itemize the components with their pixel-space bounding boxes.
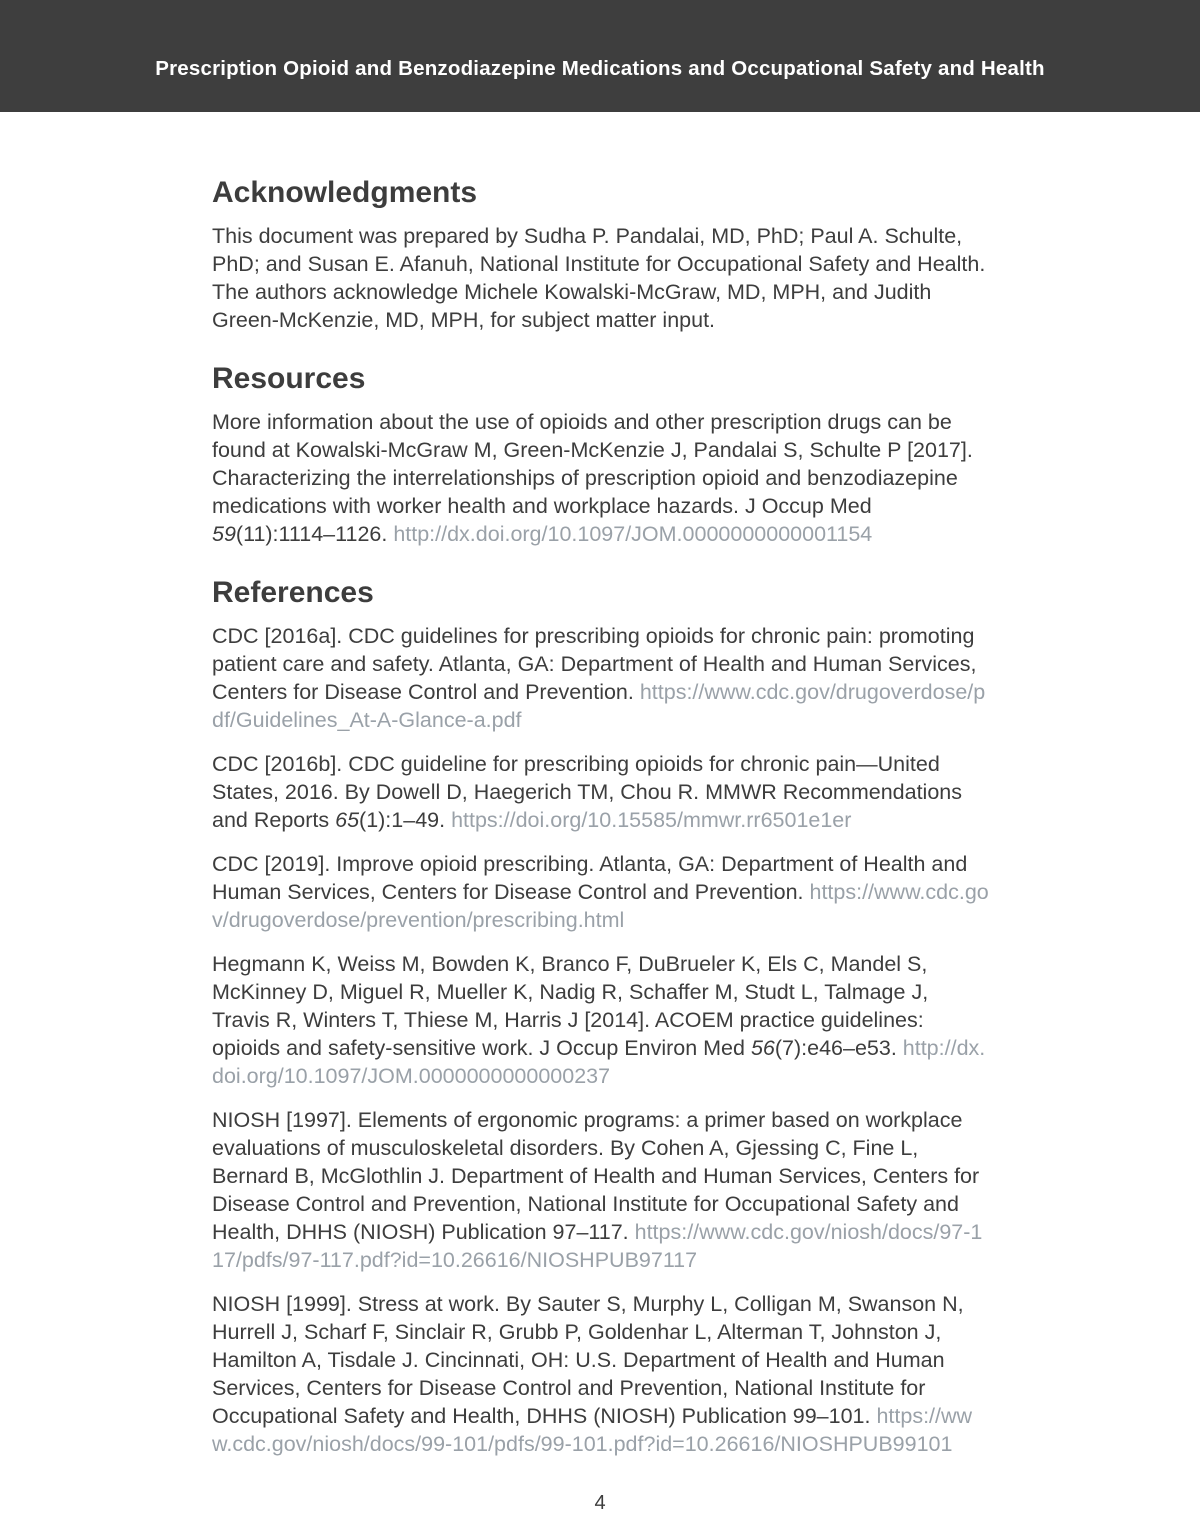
text-run: NIOSH [1999]. Stress at work. By Sauter S, Murphy L, Colligan M, Swanson N, Hurrell J, Scharf F, Sinclair R, Grubb P, Goldenhar L, Alterman T, Johnston J, Hamilton A, Tisdale J. Cincinnati, OH: U.S. Department of Health and Human Services, Centers for Disease Control and Prevention, National Institute for Occupational Safety and Health, DHHS (NIOSH) Publication 99–101.	[212, 1292, 964, 1428]
reference-entry-hegmann-2014	[212, 950, 989, 1090]
acknowledgments-paragraph	[212, 222, 989, 334]
reference-entry-niosh-1997	[212, 1106, 989, 1274]
reference-link[interactable]: http://dx.doi.org/10.1097/JOM.0000000000000237	[212, 1036, 986, 1088]
text-run: (1):1–49.	[359, 808, 452, 832]
reference-link[interactable]: https://www.cdc.gov/niosh/docs/99-101/pdfs/99-101.pdf?id=10.26616/NIOSHPUB99101	[212, 1404, 973, 1456]
text-run: Hegmann K, Weiss M, Bowden K, Branco F, DuBrueler K, Els C, Mandel S, McKinney D, Miguel R, Mueller K, Nadig R, Schaffer M, Studt L, Talmage J, Travis R, Winters T, Thiese M, Harris J [2014]. ACOEM practice guidelines: opioids and safety-sensitive work. J Occup Environ Med	[212, 952, 929, 1060]
text-run: (7):e46–e53.	[774, 1036, 903, 1060]
resources-paragraph	[212, 408, 989, 548]
journal-volume-italic: 56	[750, 1036, 775, 1060]
text-run: CDC [2019]. Improve opioid prescribing. Atlanta, GA: Department of Health and Human Services, Centers for Disease Control and Prevention.	[212, 852, 968, 904]
reference-entry-cdc-2016b	[212, 750, 989, 834]
journal-volume-italic: 65	[335, 808, 360, 832]
reference-link[interactable]: https://www.cdc.gov/drugoverdose/prevention/prescribing.html	[212, 880, 989, 932]
page-footer	[0, 1492, 1200, 1515]
text-run: CDC [2016a]. CDC guidelines for prescribing opioids for chronic pain: promoting patient care and safety. Atlanta, GA: Department of Health and Human Services, Centers for Disease Control and Prevention.	[212, 624, 977, 704]
text-run: This document was prepared by Sudha P. Pandalai, MD, PhD; Paul A. Schulte, PhD; and Susan E. Afanuh, National Institute for Occupational Safety and Health. The authors acknowledge Michele Kowalski-McGraw, MD, MPH, and Judith Green-McKenzie, MD, MPH, for subject matter input.	[212, 224, 986, 332]
text-run: More information about the use of opioids and other prescription drugs can be found at Kowalski-McGraw M, Green-McKenzie J, Pandalai S, Schulte P [2017]. Characterizing the interrelationships of prescription opioid and benzodiazepine medications with worker health and workplace hazards. J Occup Med	[212, 410, 973, 518]
reference-entry-cdc-2016a	[212, 622, 989, 734]
running-header-title: Prescription Opioid and Benzodiazepine Medications and Occupational Safety and Health	[155, 57, 1045, 80]
reference-entry-cdc-2019	[212, 850, 989, 934]
reference-link[interactable]: http://dx.doi.org/10.1097/JOM.0000000000001154	[393, 522, 873, 546]
page-header-bar	[0, 0, 1200, 112]
text-run: NIOSH [1997]. Elements of ergonomic programs: a primer based on workplace evaluations of musculoskeletal disorders. By Cohen A, Gjessing C, Fine L, Bernard B, McGlothlin J. Department of Health and Human Services, Centers for Disease Control and Prevention, National Institute for Occupational Safety and Health, DHHS (NIOSH) Publication 97–117.	[212, 1108, 980, 1244]
text-run: CDC [2016b]. CDC guideline for prescribing opioids for chronic pain—United States, 2016. By Dowell D, Haegerich TM, Chou R. MMWR Recommendations and Reports	[212, 752, 962, 832]
reference-link[interactable]: https://doi.org/10.15585/mmwr.rr6501e1er	[451, 808, 852, 832]
reference-link[interactable]: https://www.cdc.gov/drugoverdose/pdf/Guidelines_At-A-Glance-a.pdf	[212, 680, 986, 732]
text-run: (11):1114–1126.	[235, 522, 394, 546]
section-heading-acknowledgments: Acknowledgments	[212, 176, 478, 209]
reference-entry-niosh-1999	[212, 1290, 989, 1458]
page-content	[0, 112, 1200, 1458]
section-heading-references: References	[212, 576, 374, 609]
page-number: 4	[594, 1492, 606, 1514]
reference-link[interactable]: https://www.cdc.gov/niosh/docs/97-117/pdfs/97-117.pdf?id=10.26616/NIOSHPUB97117	[212, 1220, 983, 1272]
section-heading-resources: Resources	[212, 362, 366, 395]
journal-volume-italic: 59	[212, 522, 236, 546]
